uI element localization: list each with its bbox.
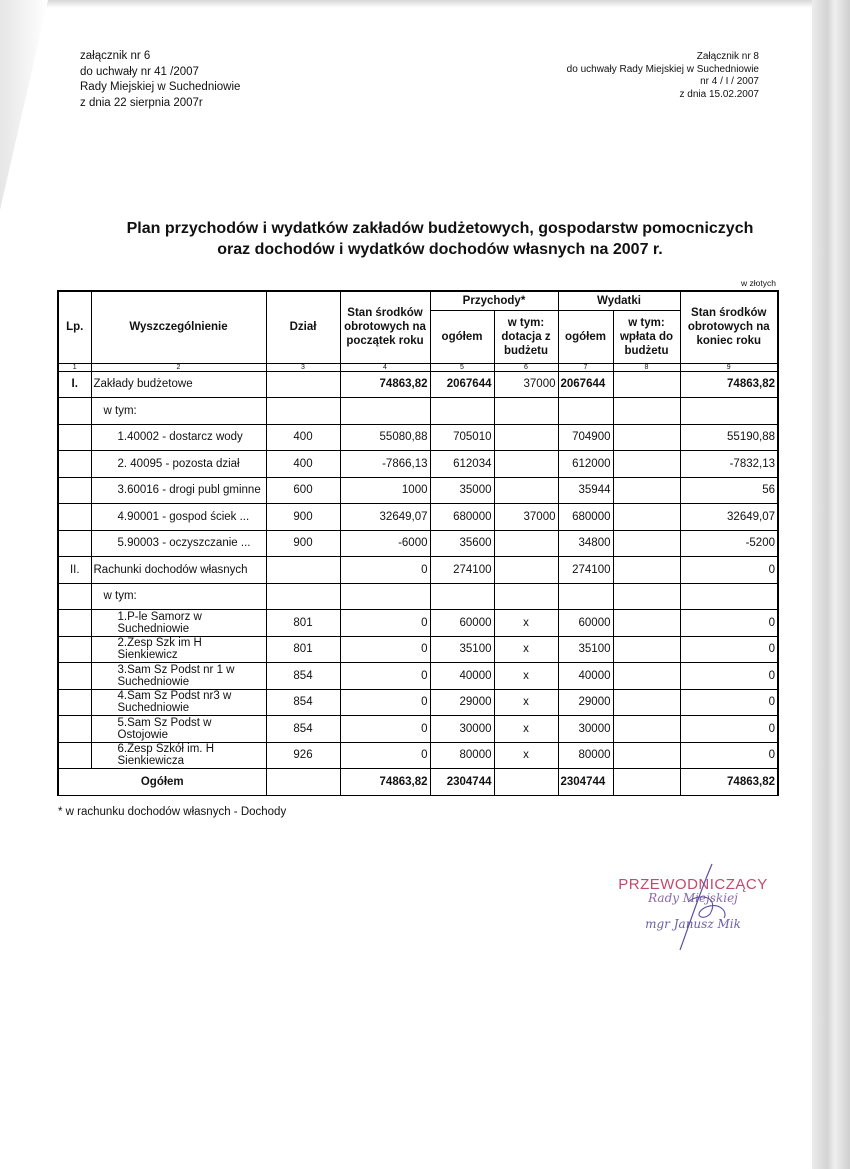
cell-dzial: 600	[266, 477, 340, 504]
col-header-lp: Lp.	[58, 291, 91, 363]
col-number: 2	[91, 363, 266, 371]
cell-name: 5.90003 - oczyszczanie ...	[91, 530, 266, 557]
total-stan-poczatek: 74863,82	[340, 769, 430, 796]
cell-name: 2. 40095 - pozosta dział	[91, 451, 266, 478]
scan-edge-top	[0, 0, 850, 8]
cell-stan-poczatek: 0	[340, 610, 430, 637]
cell-stan-koniec: 74863,82	[680, 371, 778, 398]
header-right	[567, 51, 759, 101]
table-row	[58, 504, 778, 531]
cell-dzial: 400	[266, 424, 340, 451]
cell-wplata	[613, 451, 680, 478]
table-row	[58, 557, 778, 584]
cell-przychody: 35600	[430, 530, 494, 557]
cell-stan-koniec: 0	[680, 689, 778, 716]
cell-dzial: 400	[266, 451, 340, 478]
cell-dotacja: x	[494, 689, 558, 716]
cell-dzial: 926	[266, 742, 340, 769]
cell-name: 4.Sam Sz Podst nr3 w Suchedniowie	[91, 689, 266, 716]
cell-przychody: 60000	[430, 610, 494, 637]
total-dzial	[266, 769, 340, 796]
header-right-line1: Załącznik nr 8	[696, 51, 759, 62]
header-left-line3: Rady Miejskiej w Suchedniowie	[80, 81, 241, 93]
cell-przychody: 29000	[430, 689, 494, 716]
cell-lp: I.	[58, 371, 91, 398]
cell-stan-poczatek	[340, 398, 430, 425]
cell-wydatki: 29000	[558, 689, 613, 716]
cell-wplata	[613, 636, 680, 663]
col-number: 6	[494, 363, 558, 371]
header-left-line4: z dnia 22 sierpnia 2007r	[80, 96, 203, 109]
cell-name: 6.Zesp Szkół im. H Sienkiewicza	[91, 742, 266, 769]
cell-lp	[58, 689, 91, 716]
cell-stan-poczatek: -7866,13	[340, 451, 430, 478]
scan-edge-right	[812, 0, 850, 1169]
cell-dzial: 900	[266, 530, 340, 557]
cell-wydatki: 60000	[558, 610, 613, 637]
table-row	[58, 398, 778, 425]
cell-name: w tym:	[91, 398, 266, 425]
cell-stan-koniec: 0	[680, 716, 778, 743]
cell-name: Zakłady budżetowe	[91, 371, 266, 398]
cell-wplata	[613, 530, 680, 557]
cell-dotacja: x	[494, 663, 558, 690]
cell-name: 3.60016 - drogi publ gminne	[91, 477, 266, 504]
signature-scribble	[640, 862, 760, 952]
table-row	[58, 530, 778, 557]
plan-table	[57, 290, 779, 796]
cell-dotacja: 37000	[494, 504, 558, 531]
cell-przychody: 2067644	[430, 371, 494, 398]
cell-lp	[58, 636, 91, 663]
cell-name: 4.90001 - gospod ściek ...	[91, 504, 266, 531]
cell-dotacja: 37000	[494, 371, 558, 398]
cell-stan-poczatek: 0	[340, 557, 430, 584]
cell-dzial	[266, 583, 340, 610]
cell-wplata	[613, 689, 680, 716]
cell-wplata	[613, 716, 680, 743]
cell-stan-koniec: -5200	[680, 530, 778, 557]
cell-przychody: 80000	[430, 742, 494, 769]
cell-wplata	[613, 557, 680, 584]
total-dotacja	[494, 769, 558, 796]
cell-dzial	[266, 371, 340, 398]
col-number: 1	[58, 363, 91, 371]
cell-dotacja: x	[494, 610, 558, 637]
table-row	[58, 689, 778, 716]
table-row	[58, 636, 778, 663]
table-row	[58, 610, 778, 637]
cell-dotacja	[494, 557, 558, 584]
cell-przychody: 680000	[430, 504, 494, 531]
cell-name: 1.40002 - dostarcz wody	[91, 424, 266, 451]
col-number: 3	[266, 363, 340, 371]
header-right-line3: nr 4 / I / 2007	[700, 76, 759, 87]
cell-stan-koniec	[680, 583, 778, 610]
total-wplata	[613, 769, 680, 796]
cell-lp	[58, 451, 91, 478]
cell-stan-poczatek: 0	[340, 636, 430, 663]
cell-stan-koniec: 0	[680, 610, 778, 637]
cell-lp	[58, 424, 91, 451]
cell-wydatki: 30000	[558, 716, 613, 743]
title-line1: Plan przychodów i wydatków zakładów budżetowych, gospodarstw pomocniczych	[126, 220, 754, 237]
cell-dzial	[266, 557, 340, 584]
cell-lp: II.	[58, 557, 91, 584]
cell-lp	[58, 716, 91, 743]
cell-wydatki: 34800	[558, 530, 613, 557]
cell-dotacja	[494, 530, 558, 557]
cell-dzial: 854	[266, 663, 340, 690]
cell-wplata	[613, 398, 680, 425]
cell-wydatki: 40000	[558, 663, 613, 690]
cell-stan-koniec: 56	[680, 477, 778, 504]
header-row-1	[58, 291, 778, 310]
cell-stan-poczatek: 74863,82	[340, 371, 430, 398]
table-row	[58, 371, 778, 398]
cell-name: w tym:	[91, 583, 266, 610]
cell-stan-poczatek: 0	[340, 716, 430, 743]
cell-stan-koniec: -7832,13	[680, 451, 778, 478]
cell-wplata	[613, 504, 680, 531]
col-number: 8	[613, 363, 680, 371]
col-number: 4	[340, 363, 430, 371]
cell-wplata	[613, 424, 680, 451]
total-row	[58, 769, 778, 796]
cell-wplata	[613, 610, 680, 637]
cell-dotacja	[494, 398, 558, 425]
table-row	[58, 477, 778, 504]
cell-wplata	[613, 742, 680, 769]
col-header-przychody: Przychody*	[430, 291, 558, 310]
cell-wydatki: 680000	[558, 504, 613, 531]
cell-name: 3.Sam Sz Podst nr 1 w Suchedniowie	[91, 663, 266, 690]
cell-dzial: 900	[266, 504, 340, 531]
col-header-wydatki-wtym: w tym: wpłata do budżetu	[613, 310, 680, 363]
cell-wydatki	[558, 583, 613, 610]
title-line2: oraz dochodów i wydatków dochodów własnych na 2007 r.	[217, 241, 663, 258]
table-row	[58, 716, 778, 743]
cell-name: 1.P-le Samorz w Suchedniowie	[91, 610, 266, 637]
col-header-wydatki: Wydatki	[558, 291, 680, 310]
cell-wplata	[613, 477, 680, 504]
total-stan-koniec: 74863,82	[680, 769, 778, 796]
table-row	[58, 583, 778, 610]
total-przychody: 2304744	[430, 769, 494, 796]
col-header-stan-koniec: Stan środków obrotowych na koniec roku	[680, 291, 778, 363]
table-body	[58, 291, 778, 796]
cell-name: Rachunki dochodów własnych	[91, 557, 266, 584]
cell-dotacja	[494, 583, 558, 610]
col-header-przychody-ogolem: ogółem	[430, 310, 494, 363]
cell-przychody: 35000	[430, 477, 494, 504]
header-left-line1: załącznik nr 6	[80, 50, 151, 62]
table-row	[58, 424, 778, 451]
col-number: 5	[430, 363, 494, 371]
cell-lp	[58, 530, 91, 557]
cell-stan-koniec: 0	[680, 636, 778, 663]
cell-przychody: 40000	[430, 663, 494, 690]
cell-stan-koniec: 55190,88	[680, 424, 778, 451]
cell-wydatki: 2067644	[558, 371, 613, 398]
cell-stan-poczatek: 0	[340, 663, 430, 690]
cell-lp	[58, 610, 91, 637]
cell-stan-poczatek: 0	[340, 742, 430, 769]
stamp-line1: PRZEWODNICZĄCY	[618, 876, 768, 893]
total-label: Ogółem	[58, 769, 266, 796]
cell-wydatki: 80000	[558, 742, 613, 769]
header-right-line4: z dnia 15.02.2007	[679, 88, 759, 100]
cell-wplata	[613, 371, 680, 398]
stamp-line2: Rady Miejskiej	[648, 891, 738, 905]
col-header-dzial: Dział	[266, 291, 340, 363]
cell-przychody: 274100	[430, 557, 494, 584]
total-wydatki: 2304744	[558, 769, 613, 796]
cell-przychody: 612034	[430, 451, 494, 478]
cell-dzial: 801	[266, 636, 340, 663]
cell-stan-koniec: 0	[680, 663, 778, 690]
col-number: 9	[680, 363, 778, 371]
cell-dotacja: x	[494, 742, 558, 769]
cell-lp	[58, 663, 91, 690]
stamp-line3: mgr Janusz Mik	[645, 917, 741, 931]
cell-przychody	[430, 583, 494, 610]
cell-przychody	[430, 398, 494, 425]
cell-dzial: 854	[266, 716, 340, 743]
cell-stan-koniec: 32649,07	[680, 504, 778, 531]
cell-dzial	[266, 398, 340, 425]
cell-wydatki: 35944	[558, 477, 613, 504]
unit-note: w złotych	[741, 278, 776, 288]
cell-wydatki: 35100	[558, 636, 613, 663]
cell-przychody: 35100	[430, 636, 494, 663]
cell-stan-poczatek: 55080,88	[340, 424, 430, 451]
cell-wydatki	[558, 398, 613, 425]
cell-dzial: 854	[266, 689, 340, 716]
table-row	[58, 742, 778, 769]
cell-stan-koniec: 0	[680, 557, 778, 584]
cell-stan-poczatek: 1000	[340, 477, 430, 504]
col-header-przychody-wtym: w tym: dotacja z budżetu	[494, 310, 558, 363]
cell-dotacja	[494, 451, 558, 478]
col-header-wyszczegolnienie: Wyszczególnienie	[91, 291, 266, 363]
cell-stan-poczatek: 0	[340, 689, 430, 716]
cell-dotacja: x	[494, 716, 558, 743]
scan-edge-left	[0, 0, 48, 210]
col-header-wydatki-ogolem: ogółem	[558, 310, 613, 363]
cell-lp	[58, 477, 91, 504]
cell-stan-poczatek: -6000	[340, 530, 430, 557]
col-number: 7	[558, 363, 613, 371]
cell-stan-koniec: 0	[680, 742, 778, 769]
table-row	[58, 451, 778, 478]
footnote: * w rachunku dochodów własnych - Dochody	[58, 806, 287, 818]
cell-lp	[58, 504, 91, 531]
cell-lp	[58, 398, 91, 425]
cell-dotacja	[494, 477, 558, 504]
column-number-row	[58, 363, 778, 371]
header-right-line2: do uchwały Rady Miejskiej w Suchedniowie	[566, 63, 759, 75]
document-title	[40, 218, 840, 260]
cell-przychody: 705010	[430, 424, 494, 451]
cell-name: 2.Zesp Szk im H Sienkiewicz	[91, 636, 266, 663]
cell-wydatki: 704900	[558, 424, 613, 451]
cell-stan-poczatek	[340, 583, 430, 610]
cell-wydatki: 612000	[558, 451, 613, 478]
cell-lp	[58, 742, 91, 769]
cell-dzial: 801	[266, 610, 340, 637]
header-left	[80, 49, 240, 111]
cell-wplata	[613, 583, 680, 610]
cell-wydatki: 274100	[558, 557, 613, 584]
table-row	[58, 663, 778, 690]
cell-przychody: 30000	[430, 716, 494, 743]
cell-stan-koniec	[680, 398, 778, 425]
cell-name: 5.Sam Sz Podst w Ostojowie	[91, 716, 266, 743]
cell-dotacja: x	[494, 636, 558, 663]
cell-lp	[58, 583, 91, 610]
col-header-stan-poczatek: Stan środków obrotowych na początek roku	[340, 291, 430, 363]
cell-wplata	[613, 663, 680, 690]
header-left-line2: do uchwały nr 41 /2007	[80, 65, 199, 78]
cell-dotacja	[494, 424, 558, 451]
cell-stan-poczatek: 32649,07	[340, 504, 430, 531]
